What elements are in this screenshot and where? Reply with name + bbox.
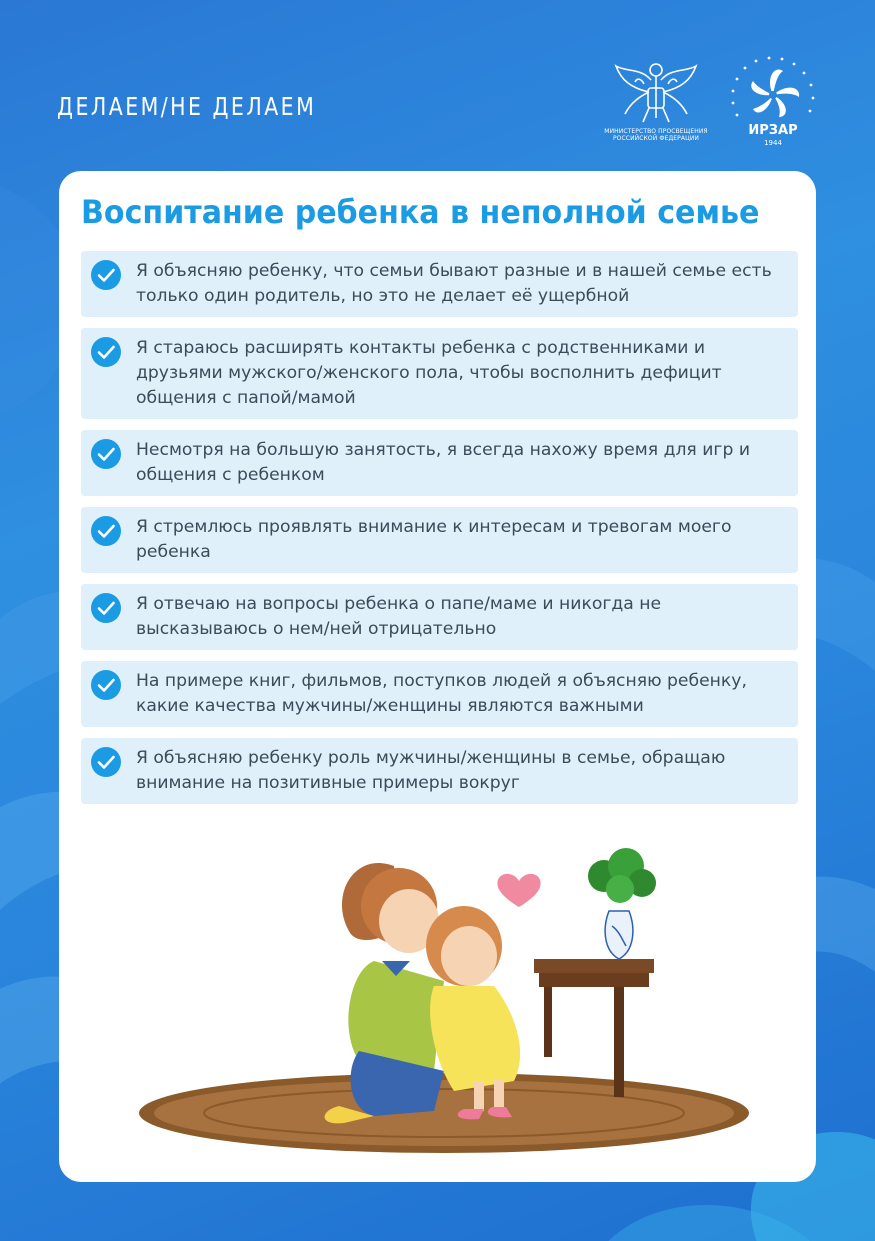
mother-hugging-child-illustration: [134, 811, 754, 1171]
list-item-text: Я отвечаю на вопросы ребенка о папе/маме и никогда не высказываюсь о нем/ней отрицательно: [136, 594, 662, 639]
list-item-text: Я стараюсь расширять контакты ребенка с родственниками и друзьями мужского/женского пола, чтобы восполнить дефицит общения с папой/мамой: [136, 338, 722, 408]
irzar-logo: [725, 55, 825, 167]
double-headed-eagle-icon: [611, 58, 701, 128]
list-item-text: Я стремлюсь проявлять внимание к интересам и тревогам моего ребенка: [136, 517, 732, 562]
list-item: [81, 328, 798, 419]
check-circle-icon: [91, 260, 121, 290]
check-circle-icon: [91, 439, 121, 469]
ministry-name-line-2: РОССИЙСКОЙ ФЕДЕРАЦИИ: [612, 135, 700, 142]
irzar-name: ИРЗАР: [748, 123, 798, 138]
check-circle-icon: [91, 337, 121, 367]
ministry-name-line-1: МИНИСТЕРСТВО ПРОСВЕЩЕНИЯ: [604, 128, 708, 135]
content-card: [59, 171, 816, 1182]
list-item-text: На примере книг, фильмов, поступков людей я объясняю ребенку, какие качества мужчины/женщины являются важными: [136, 671, 747, 716]
list-item: [81, 251, 798, 317]
list-item: [81, 738, 798, 804]
checklist: [81, 251, 798, 815]
heart-icon: [497, 874, 540, 907]
check-circle-icon: [91, 516, 121, 546]
list-item-text: Я объясняю ребенку роль мужчины/женщины в семье, обращаю внимание на позитивные примеры вокруг: [136, 748, 726, 793]
list-item: [81, 661, 798, 727]
header-title: ДЕЛАЕМ/НЕ ДЕЛАЕМ: [57, 92, 317, 121]
ministry-logo: [598, 58, 714, 150]
list-item: [81, 430, 798, 496]
irzar-year: 1944: [764, 139, 782, 147]
vase-plant: [588, 848, 656, 959]
list-item-text: Я объясняю ребенку, что семьи бывают разные и в нашей семье есть только один родитель, но это не делает её ущербной: [136, 261, 772, 306]
check-circle-icon: [91, 670, 121, 700]
check-circle-icon: [91, 593, 121, 623]
list-item: [81, 584, 798, 650]
check-circle-icon: [91, 747, 121, 777]
page-title: Воспитание ребенка в неполной семье: [81, 193, 760, 231]
list-item-text: Несмотря на большую занятость, я всегда нахожу время для игр и общения с ребенком: [136, 440, 750, 485]
list-item: [81, 507, 798, 573]
